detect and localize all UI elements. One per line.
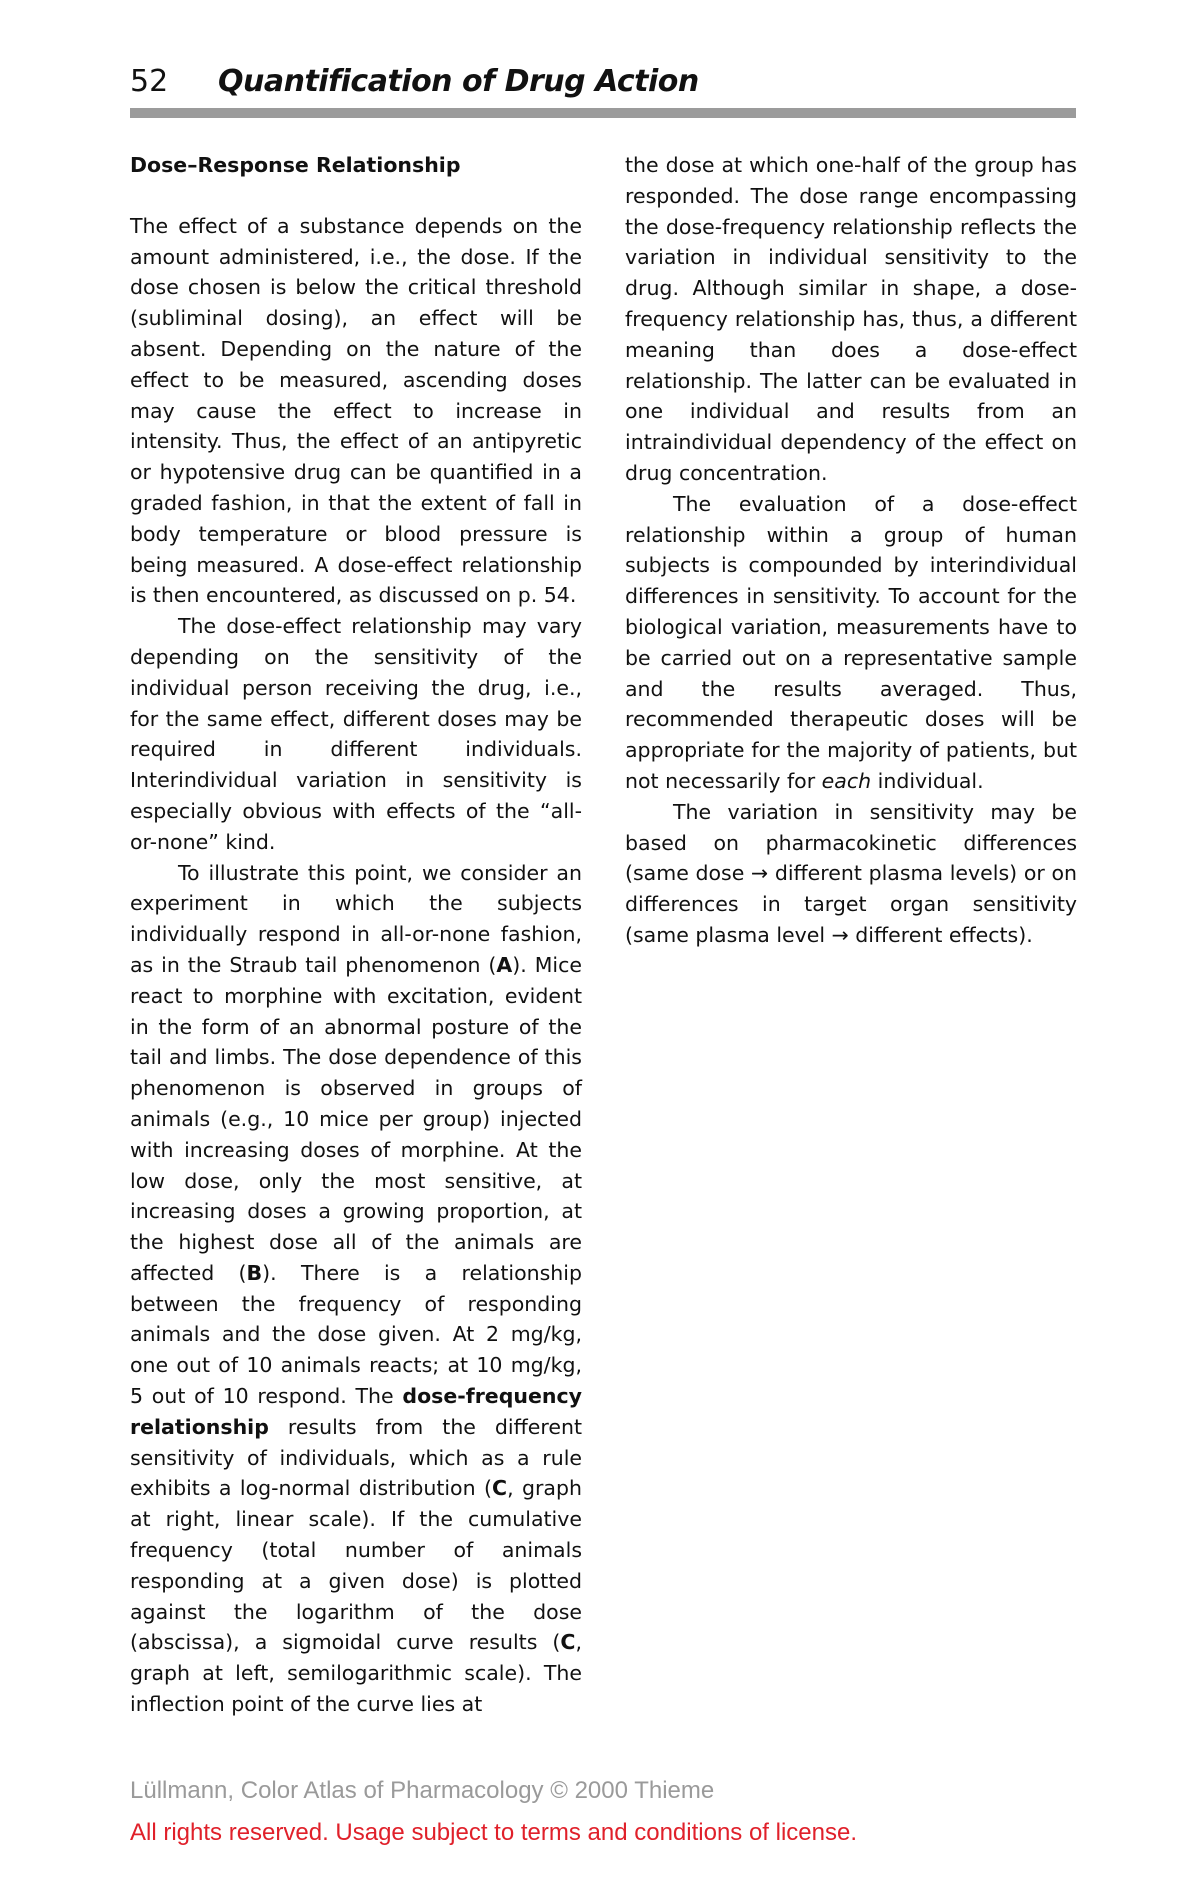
paragraph-5 [625,489,1077,797]
bold-term-dose-frequency: dose-frequency relationship [130,1384,582,1439]
figure-ref-a: A [496,952,513,977]
paragraph-2: The dose-effect relationship may vary depending on the sensitivity of the individual person receiving the drug, i.e., for the same effect, different doses may be required in different individuals. Interindividual variation in sensitivity is especially obvious with effects of the “all-or-none” kind. [130,614,582,854]
paragraph-6: The variation in sensitivity may be based on pharmacokinetic differences (same dose → different plasma levels) or on differences in target organ sensitivity (same plasma level → different effects). [625,799,1077,947]
running-title: Quantification of Drug Action [218,64,699,99]
paragraph-3-text-a: To illustrate this point, we consider an experiment in which the subjects individually respond in all-or-none fashion, as in the Straub tail phenomenon ( [130,860,582,977]
page-header [130,62,1076,102]
figure-ref-c-left: C [560,1630,576,1655]
paragraph-3 [130,858,582,1720]
footer-credit: Lüllmann, Color Atlas of Pharmacology © 2000 Thieme [130,1777,715,1804]
left-column [130,150,582,1720]
paragraph-3-text-b: ). Mice react to morphine with excitation, evident in the form of an abnormal posture of the tail and limbs. The dose dependence of this phenomenon is observed in groups of animals (e.g., 10 mice per group) injected with increasing doses of morphine. At the low dose, only the most sensitive, at increasing doses a growing proportion, at the highest dose all of the animals are affected ( [130,952,582,1285]
paragraph-5-text-b: individual. [871,768,984,793]
right-column [625,150,1077,951]
paragraph-5-text-a: The evaluation of a dose-effect relationship within a group of human subjects is compounded by interindividual differences in sensitivity. To account for the biological variation, measurements have to be carried out on a representative sample and the results averaged. Thus, recommended therapeutic doses will be appropriate for the majority of patients, but not necessarily for [625,491,1077,793]
paragraph-4: the dose at which one-half of the group has responded. The dose range encompassing the dose-frequency relationship reflects the variation in individual sensitivity to the drug. Although similar in shape, a dose-frequency relationship has, thus, a different meaning than does a dose-effect relationship. The latter can be evaluated in one individual and results from an intraindividual dependency of the effect on drug concentration. [625,153,1077,485]
section-heading: Dose–Response Relationship [130,153,461,177]
header-rule [130,108,1076,118]
figure-ref-b: B [246,1260,263,1285]
italic-term-each: each [821,768,872,793]
paragraph-3-text-e: , graph at right, linear scale). If the cumulative frequency (total number of animals responding at a given dose) is plotted against the logarithm of the dose (abscissa), a sigmoidal curve results ( [130,1476,582,1655]
page-number: 52 [130,64,169,99]
footer-license: All rights reserved. Usage subject to terms and conditions of license. [130,1819,858,1846]
paragraph-3-text-d: results from the different sensitivity of individuals, which as a rule exhibits a log-normal distribution ( [130,1414,582,1501]
figure-ref-c-right: C [492,1476,508,1501]
paragraph-3-text-c: ). There is a relationship between the frequency of responding animals and the dose given. At 2 mg/kg, one out of 10 animals reacts; at 10 mg/kg, 5 out of 10 respond. The [130,1260,583,1409]
paragraph-3-text-f: , graph at left, semilogarithmic scale). The inflection point of the curve lies at [130,1630,582,1717]
paragraph-1: The effect of a substance depends on the amount administered, i.e., the dose. If the dose chosen is below the critical threshold (subliminal dosing), an effect will be absent. Depending on the nature of the effect to be measured, ascending doses may cause the effect to increase in intensity. Thus, the effect of an antipyretic or hypotensive drug can be quantified in a graded fashion, in that the extent of fall in body temperature or blood pressure is being measured. A dose-effect relationship is then encountered, as discussed on p. 54. [130,213,582,608]
